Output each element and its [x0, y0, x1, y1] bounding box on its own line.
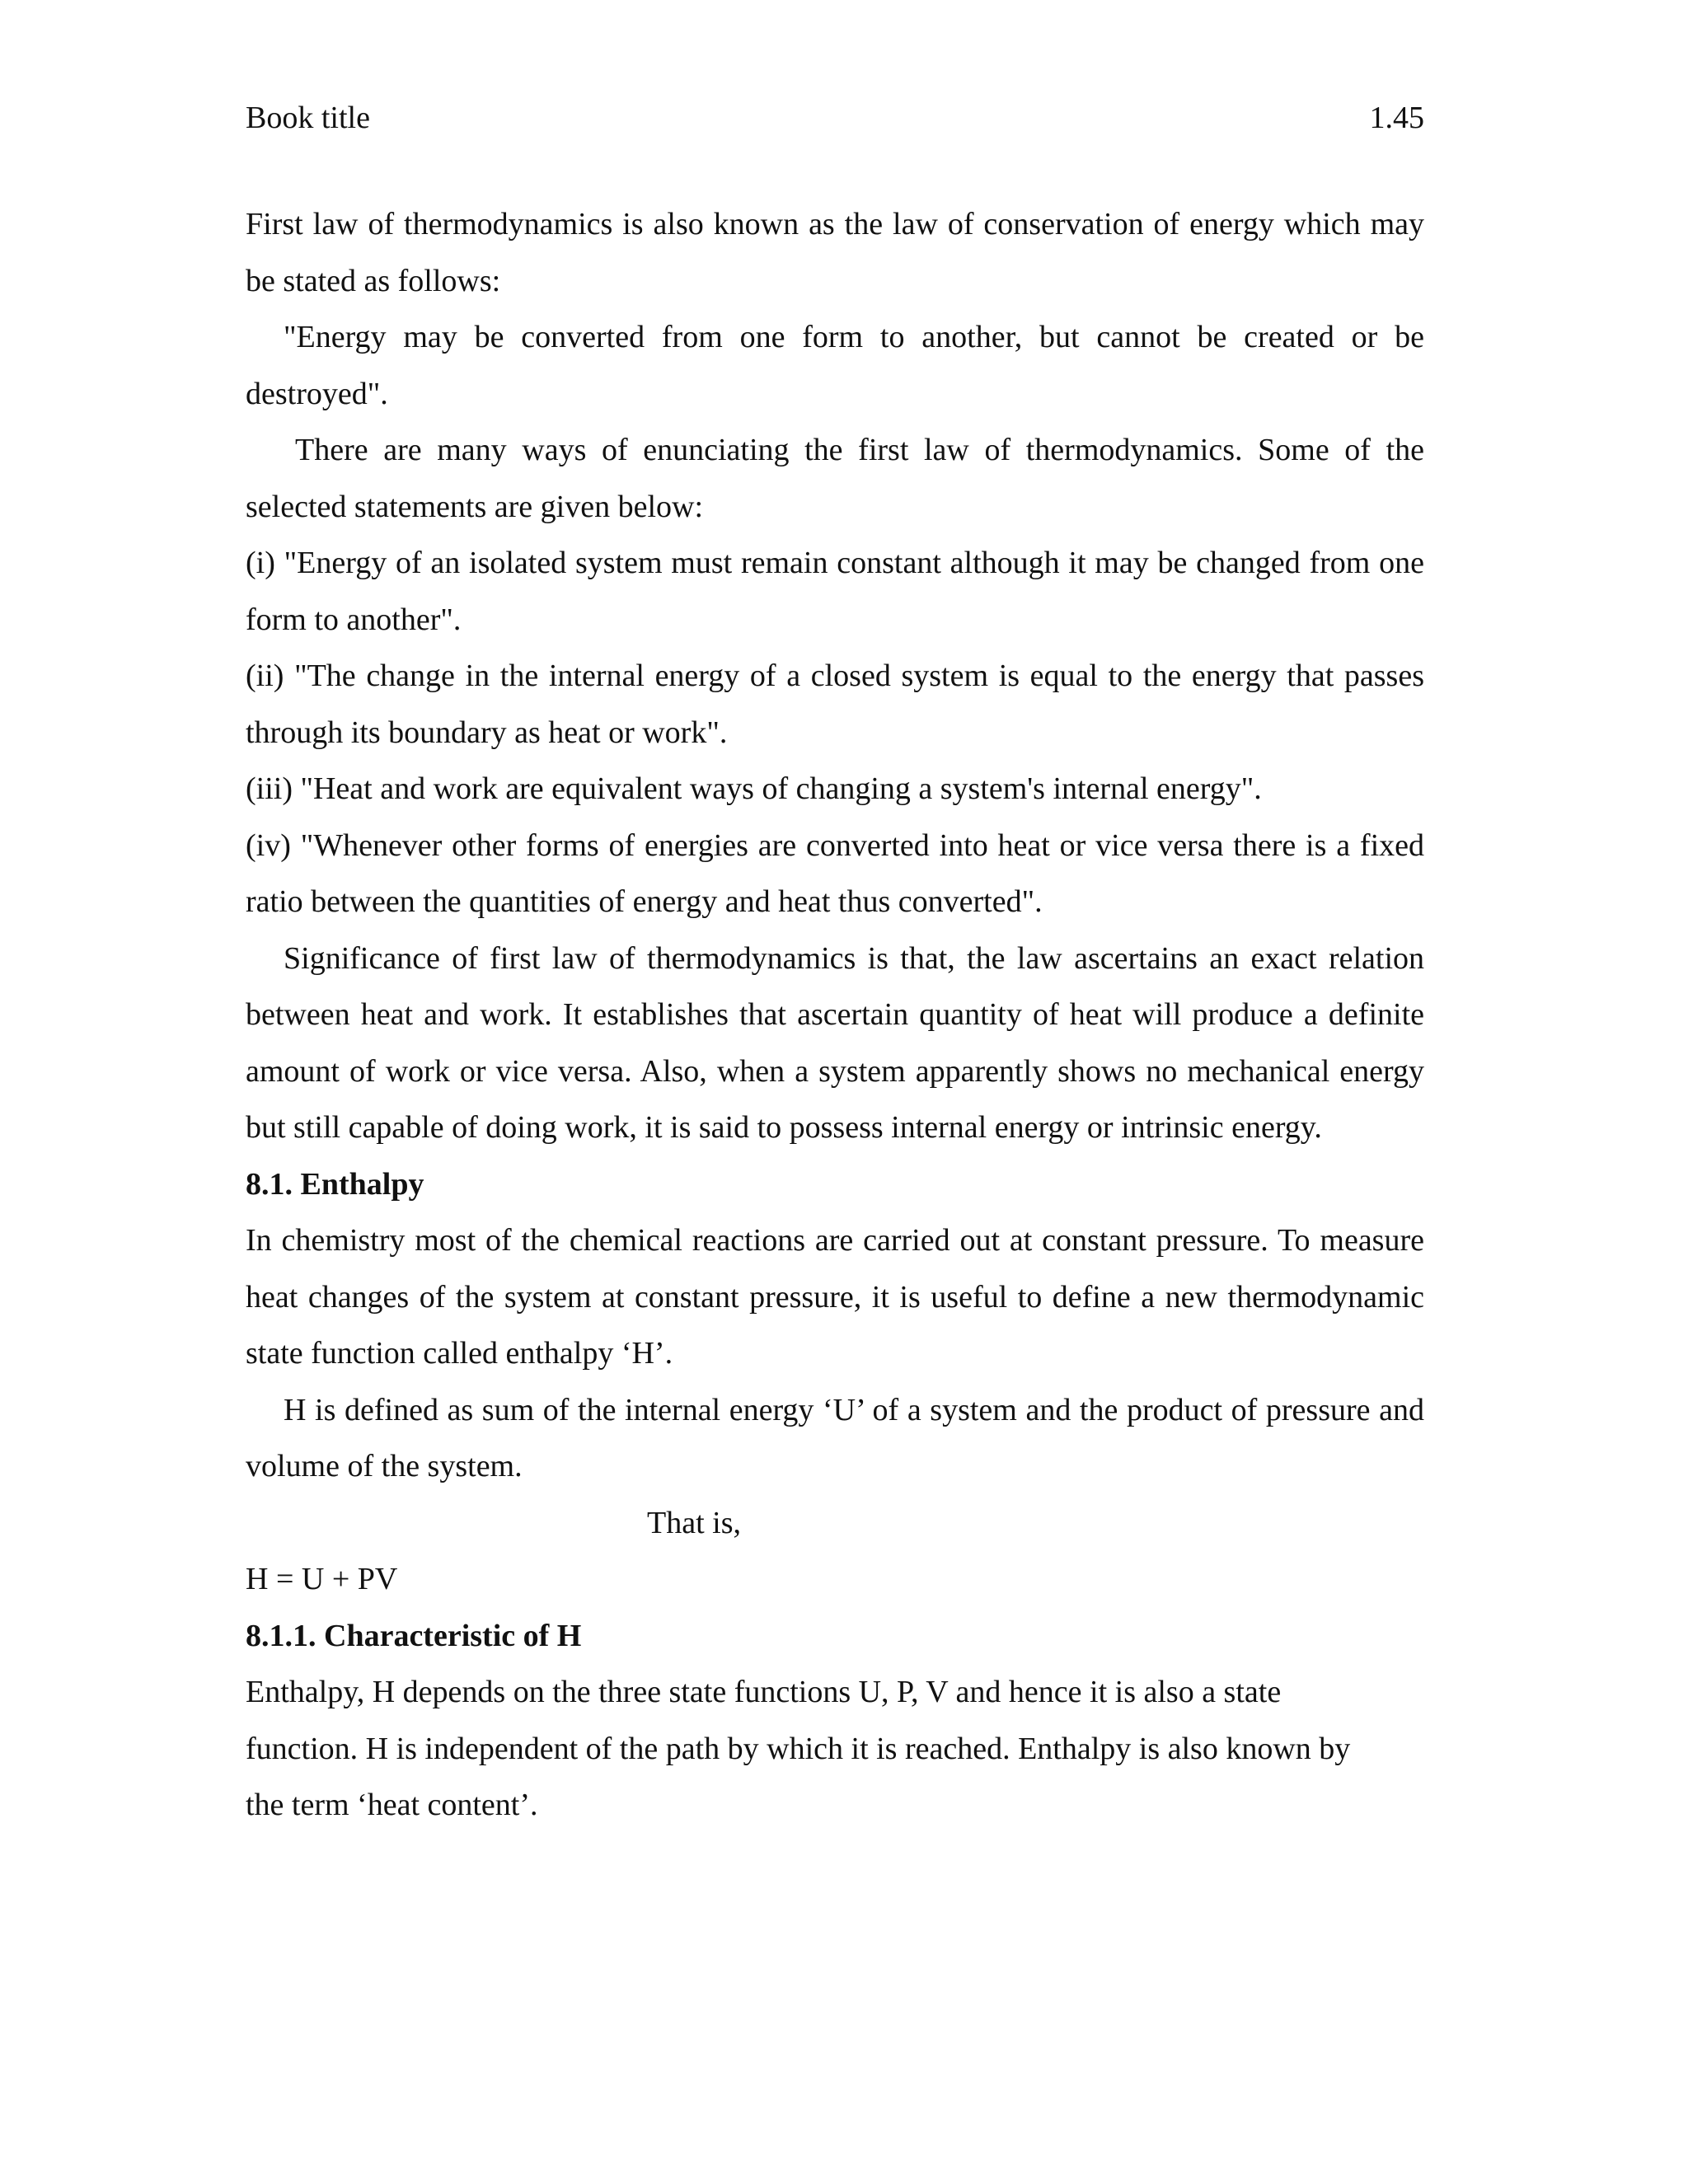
running-header	[246, 97, 1424, 138]
paragraph-characteristic-line: function. H is independent of the path by which it is reached. Enthalpy is also known by	[246, 1731, 1351, 1766]
list-item-iii: (iii) "Heat and work are equivalent ways of changing a system's internal energy".	[246, 771, 1262, 806]
paragraph-energy-statement: "Energy may be converted from one form to another, but cannot be created or be destroyed".	[246, 320, 1424, 411]
equation: H = U + PV	[246, 1562, 398, 1596]
list-item-iv: (iv) "Whenever other forms of energies are converted into heat or vice versa there is a fixed ratio between the quantities of energy and heat thus converted".	[246, 827, 1424, 919]
paragraph-enthalpy-intro: In chemistry most of the chemical reactions are carried out at constant pressure. To measure heat changes of the system at constant pressure, it is useful to define a new thermodynamic state function called enthalpy ‘H’.	[246, 1223, 1424, 1371]
list-item-ii: (ii) "The change in the internal energy of a closed system is equal to the energy that passes through its boundary as heat or work".	[246, 658, 1424, 750]
paragraph-characteristic-line: Enthalpy, H depends on the three state functions U, P, V and hence it is also a state	[246, 1675, 1282, 1709]
paragraph-significance: Significance of first law of thermodynamics is that, the law ascertains an exact relation between heat and work. It establishes that ascertain quantity of heat will produce a definite amount of work or vice versa. Also, when a system apparently shows no mechanical energy but still capable of doing work, it is said to possess internal energy or intrinsic energy.	[246, 940, 1424, 1145]
paragraph-first-law-intro: First law of thermodynamics is also known as the law of conservation of energy which may be stated as follows:	[246, 207, 1424, 298]
list-item-i: (i) "Energy of an isolated system must remain constant although it may be changed from one form to another".	[246, 546, 1424, 637]
book-title: Book title	[246, 101, 370, 135]
paragraph-characteristic-line: the term ‘heat content’.	[246, 1788, 538, 1822]
section-heading-enthalpy: 8.1. Enthalpy	[246, 1166, 424, 1202]
paragraph-h-definition: H is defined as sum of the internal energy ‘U’ of a system and the product of pressure and volume of the system.	[246, 1392, 1424, 1483]
paragraph-characteristic	[246, 1664, 1424, 1834]
page-number: 1.45	[1369, 101, 1424, 135]
that-is-line: That is,	[647, 1505, 741, 1540]
subsection-heading-characteristic: 8.1.1. Characteristic of H	[246, 1618, 582, 1653]
body-text	[246, 196, 1424, 1834]
paragraph-enunciating: There are many ways of enunciating the first law of thermodynamics. Some of the selected statements are given below:	[246, 433, 1424, 524]
